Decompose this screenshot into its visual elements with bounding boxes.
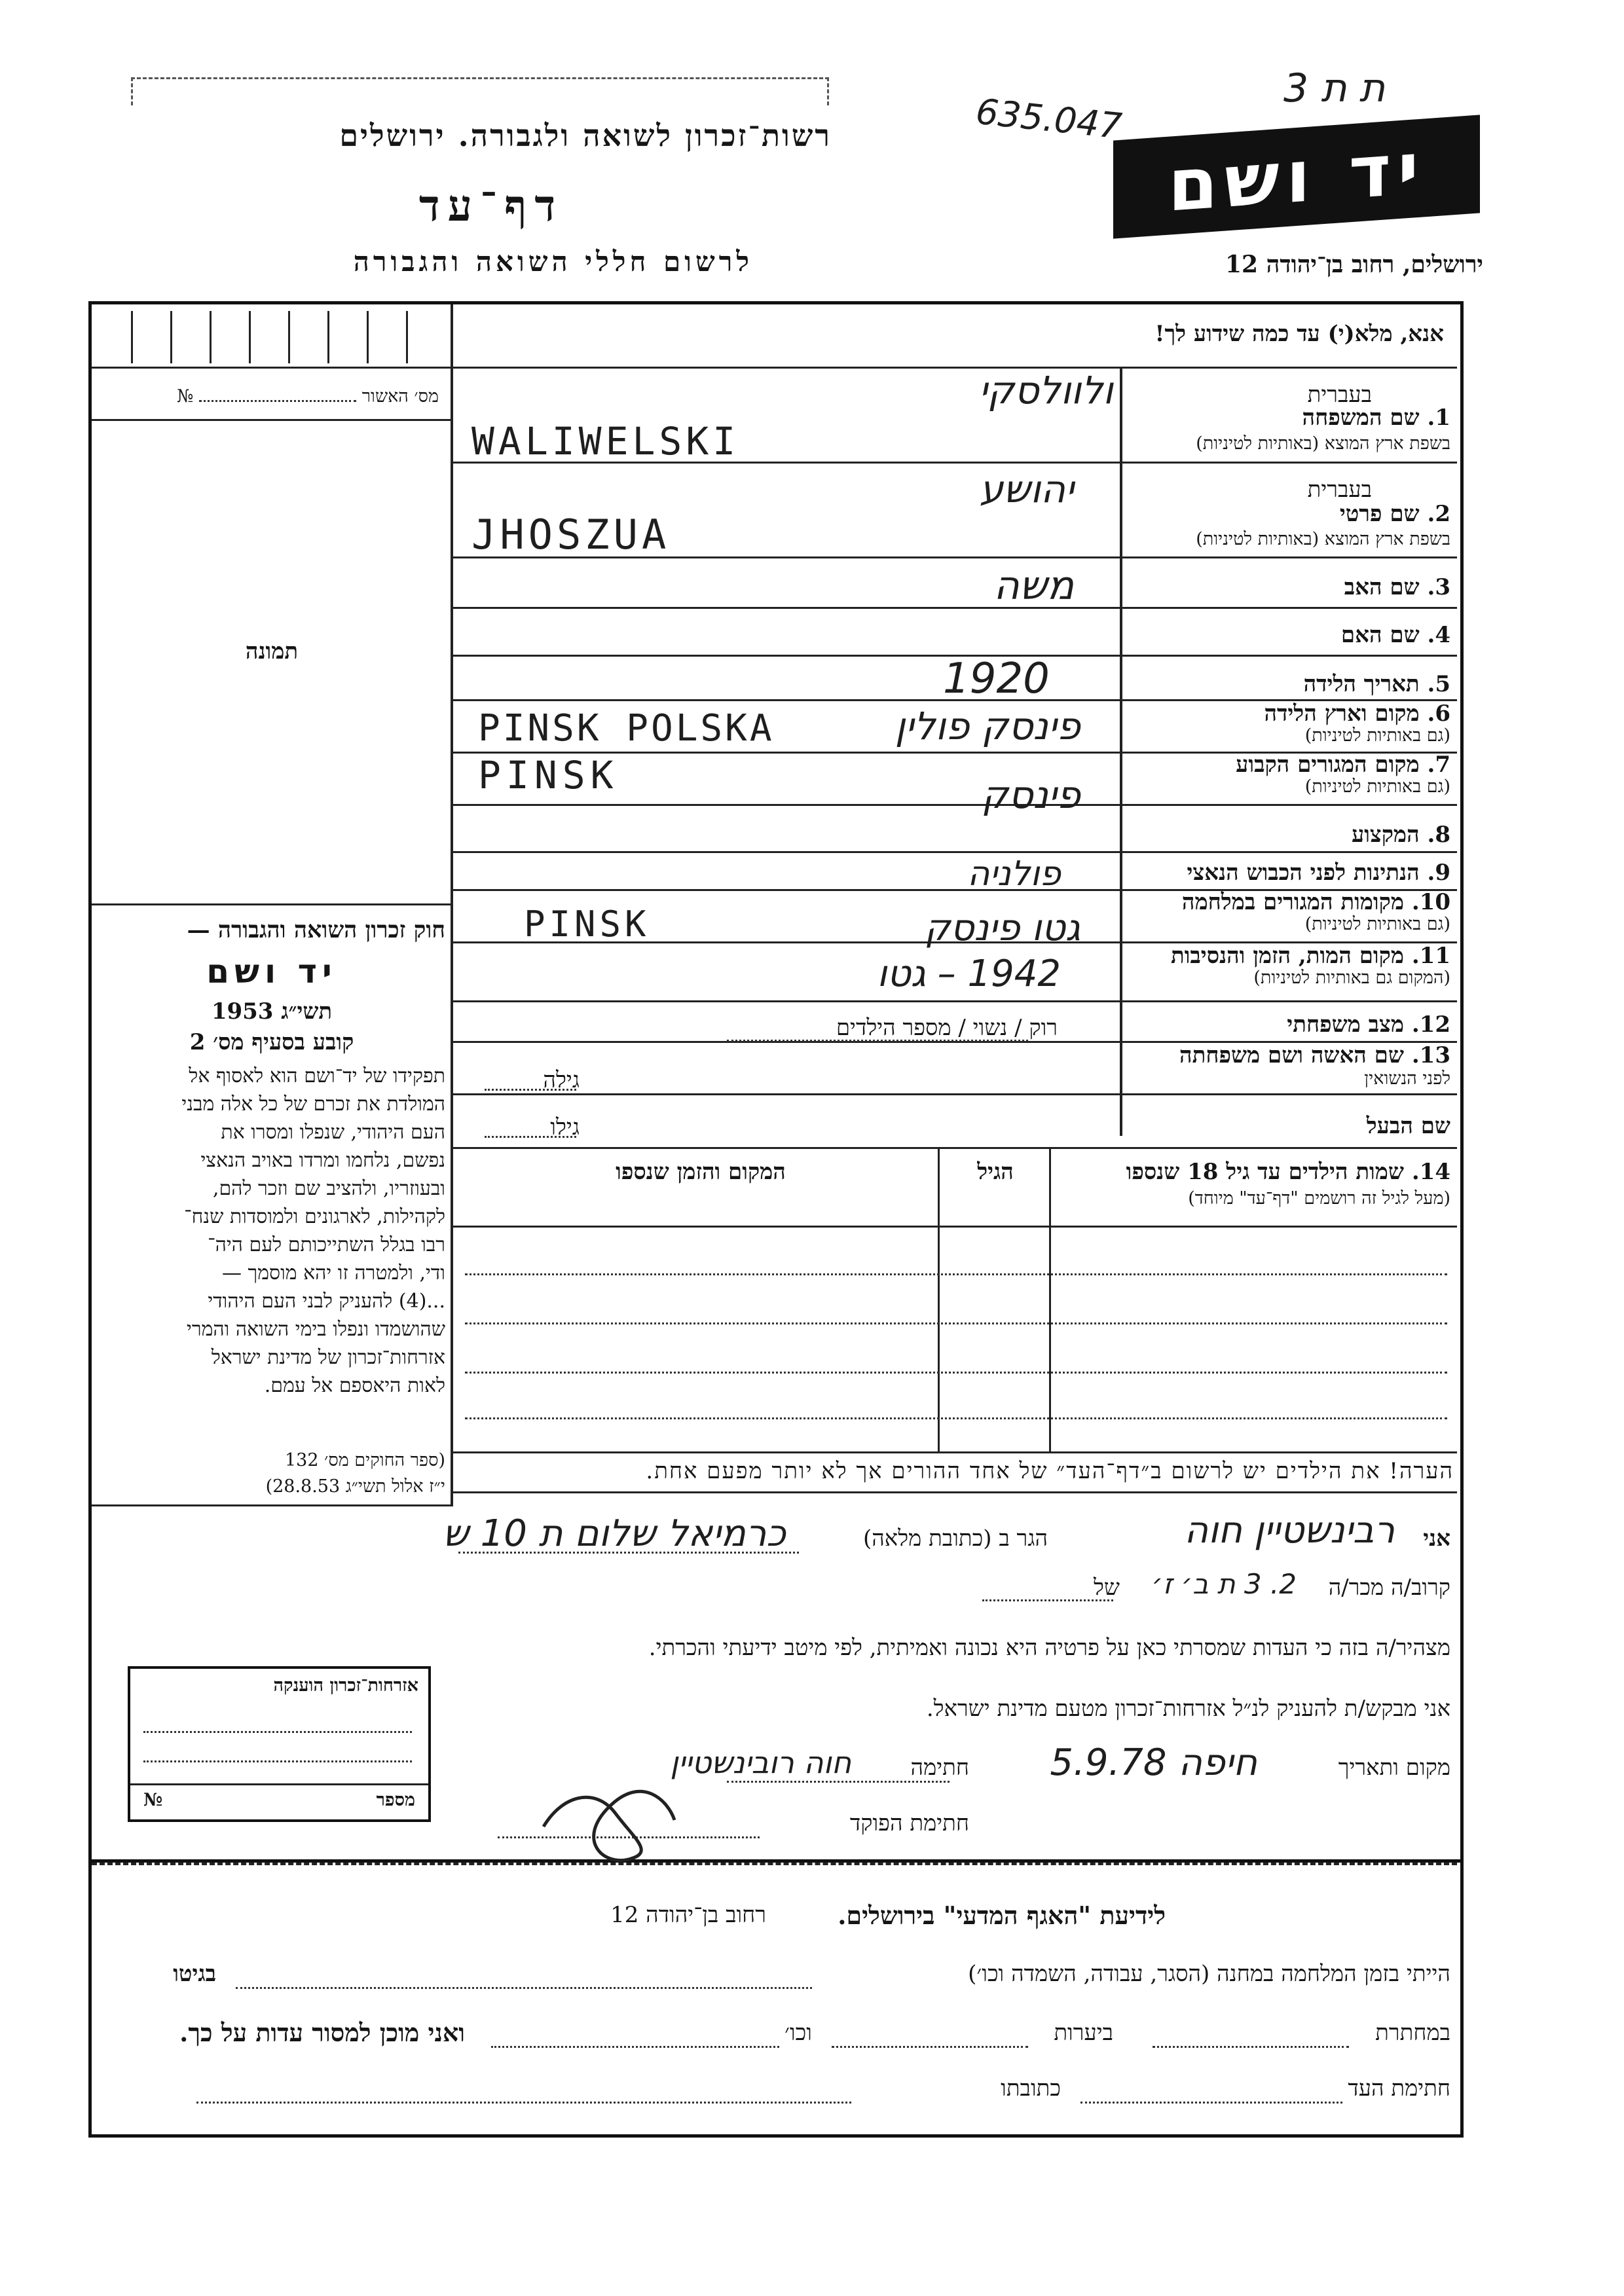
- marital-line: [727, 1040, 1028, 1042]
- witness-address-label: כתובתו: [1001, 2075, 1061, 2102]
- law-reference-1: (ספר החוקים מס׳ 132: [285, 1450, 445, 1470]
- field-10-num: 10.: [1411, 889, 1450, 915]
- field-13-label: [1179, 1042, 1450, 1068]
- law-line: לאות היאספם אל עמם.: [264, 1374, 445, 1397]
- approval-divider: [92, 419, 452, 421]
- of-label: של: [1094, 1575, 1120, 1601]
- row-divider: [452, 804, 1457, 806]
- field-13-text: שם האשה ושם משפחתה: [1179, 1042, 1404, 1068]
- citizenship-number-label: מספר: [376, 1790, 415, 1810]
- approval-number-field: [98, 386, 439, 407]
- relative-line: [982, 1599, 1113, 1601]
- law-clause: קובע בסעיף מס׳ 2: [189, 1029, 354, 1055]
- field-8-label: [1352, 822, 1450, 848]
- field-1-text: שם המשפחה: [1302, 405, 1420, 431]
- footer-heading-text: לידיעת "האגף המדעי" בירושלים.: [838, 1901, 1166, 1930]
- birthplace-latin-handwritten: PINSK POLSKA: [478, 707, 775, 750]
- children-row-line: [465, 1372, 1447, 1374]
- approval-number-line: [199, 400, 356, 402]
- field-3-num: 3.: [1427, 574, 1450, 600]
- ghetto-label: בגיטו: [173, 1961, 216, 1987]
- archive-number-handwritten: 635.047: [974, 90, 1124, 147]
- signature-handwritten: חוה רובינשטיין: [670, 1745, 851, 1780]
- law-line: ...(4) להעניק לבני העם היהודי: [208, 1290, 445, 1313]
- field-2-hebrew-tag: בעברית: [1307, 477, 1372, 503]
- field-6-label: [1264, 701, 1450, 727]
- field-13-num: 13.: [1411, 1042, 1450, 1068]
- field-4-num: 4.: [1427, 622, 1450, 648]
- row-divider: [92, 367, 1457, 369]
- citizenship-box-line: [143, 1731, 412, 1733]
- citizenship-request: אני מבקש/ת להעניק לנ״ל אזרחות־זכרון מטעם מדינת ישראל.: [926, 1696, 1450, 1722]
- wife-age-line: [485, 1089, 576, 1091]
- field-7-text: מקום המגורים הקבוע: [1236, 752, 1420, 778]
- field-1-hebrew-tag: בעברית: [1307, 382, 1372, 408]
- husband-age-line: [485, 1136, 576, 1138]
- field-2-label: [1340, 501, 1450, 527]
- approval-no-sign: №: [177, 386, 194, 407]
- declarant-name-handwritten: רבינשטיין חוה: [1184, 1509, 1395, 1552]
- children-row: [452, 1226, 1457, 1228]
- wartime-residence-hebrew-handwritten: גטו פינסק: [924, 907, 1080, 949]
- row-divider: [452, 1147, 1457, 1149]
- children-text: שמות הילדים עד גיל 18 שנספו: [1126, 1159, 1404, 1185]
- note-divider: [452, 1491, 1457, 1493]
- field-3-label: [1344, 574, 1450, 600]
- law-line: נפשם, נלחמו ומרדו באויב הנאצי: [200, 1149, 445, 1172]
- field-11-label: [1171, 943, 1450, 969]
- children-row-line: [465, 1322, 1447, 1324]
- field-6-num: 6.: [1427, 701, 1450, 727]
- field-2-text: שם פרטי: [1339, 501, 1420, 527]
- law-line: המולדת את זכרם של כל אלה מבני: [181, 1093, 445, 1116]
- camp-line: הייתי בזמן המלחמה במחנה (הסגר, עבודה, השמדה וכו׳): [968, 1961, 1450, 1987]
- field-13-sub: לפני הנשואין: [1364, 1068, 1450, 1089]
- field-10-sub: (גם באותיות לטיניות): [1304, 914, 1450, 934]
- field-6-sub: (גם באותיות לטיניות): [1304, 725, 1450, 746]
- forests-label: ביערות: [1054, 2020, 1113, 2046]
- given-name-hebrew-handwritten: יהושע: [979, 467, 1074, 511]
- father-name-handwritten: משה: [993, 563, 1074, 609]
- field-11-text: מקום המות, הזמן והנסיבות: [1170, 943, 1404, 969]
- field-2-num: 2.: [1427, 501, 1450, 527]
- children-label: [1126, 1159, 1450, 1185]
- field-9-label: [1187, 860, 1451, 886]
- birth-date-handwritten: 1920: [943, 655, 1050, 703]
- field-1-num: 1.: [1427, 405, 1450, 431]
- law-text: [181, 1062, 445, 1400]
- law-line: תפקידו של יד־ושם הוא לאסוף אל: [189, 1065, 445, 1087]
- citizenship-box-title: אזרחות־זכרון הוענקה: [273, 1675, 418, 1696]
- approval-number-label: מס׳ האשור: [361, 386, 439, 407]
- children-col-divider: [1049, 1147, 1051, 1451]
- official-signature-label: חתימת הפוקד: [849, 1810, 969, 1836]
- field-5-label: [1304, 671, 1450, 697]
- wartime-residence-latin-handwritten: PINSK: [524, 903, 650, 945]
- wife-age-label: גילה: [543, 1067, 580, 1093]
- field-3-text: שם האב: [1344, 574, 1420, 600]
- field-10-label: [1182, 889, 1450, 915]
- children-row-line: [465, 1417, 1447, 1419]
- law-line: אזרחות־זכרון של מדינת ישראל: [211, 1346, 445, 1369]
- top-right-mark-handwritten: 3 ת ת: [1283, 65, 1386, 111]
- law-line: ובעוזריו, ולהציב שם וזכר להם,: [212, 1177, 445, 1200]
- row-divider: [452, 607, 1457, 609]
- declarant-address-handwritten: כרמיאל שלום ת 10 ש: [443, 1512, 786, 1555]
- law-reference-2: י״ז אלול תשי״ג 28.8.53): [265, 1476, 445, 1497]
- field-9-num: 9.: [1427, 860, 1450, 886]
- law-title: חוק זכרון השואה והגבורה —: [187, 917, 445, 943]
- statement: מצהיר/ה בזה כי העדות שמסרתי כאן על פרטיה היא נכונה ואמיתית, לפי מיטב ידיעתי והכרתי.: [648, 1635, 1450, 1661]
- birthplace-hebrew-handwritten: פינסק פולין: [895, 704, 1080, 748]
- law-line: לקהילות, לארגונים ולמוסדות שנח־: [184, 1205, 445, 1228]
- field-11-sub: (המקום גם באותיות לטיניות): [1253, 968, 1450, 988]
- field-5-num: 5.: [1427, 671, 1450, 697]
- children-age-header: הגיל: [977, 1159, 1014, 1185]
- law-box-bottom: [92, 1504, 453, 1506]
- children-row-line: [465, 1273, 1447, 1275]
- witness-signature-label: חתימת העד: [1348, 2075, 1450, 2102]
- field-7-sub: (גם באותיות לטיניות): [1304, 776, 1450, 797]
- field-4-label: [1341, 622, 1450, 648]
- citizenship-handwritten: פולניה: [967, 854, 1061, 894]
- field-1-origin-tag: בשפת ארץ המוצא (באותיות לטיניות): [1196, 433, 1450, 454]
- children-num: 14.: [1411, 1159, 1450, 1185]
- field-12-text: מצב משפחתי: [1287, 1011, 1404, 1038]
- surname-latin-handwritten: WALIWELSKI: [471, 419, 740, 464]
- given-name-latin-handwritten: JHOSZUA: [471, 511, 671, 558]
- row-divider: [452, 851, 1457, 853]
- children-place-header: המקום והזמן שנספו: [616, 1159, 786, 1185]
- citizenship-box-divider: [130, 1783, 428, 1785]
- form-intro: אנא, מלא(י) עד כמה שידוע לך!: [1154, 321, 1444, 347]
- law-line: ודי, ולמטרה זו יהא מוסמך —: [221, 1262, 445, 1285]
- field-7-num: 7.: [1427, 752, 1450, 778]
- children-sub: (מעל לגיל זה רושמים "דף־עד" מיוחד): [1188, 1188, 1450, 1209]
- footer-frame: [88, 1863, 1464, 2138]
- photo-divider: [92, 903, 452, 905]
- header-address: ירושלים, רחוב בן־יהודה 12: [1225, 251, 1483, 278]
- signature-line: [727, 1781, 950, 1783]
- etc-label: וכו׳: [784, 2020, 812, 2046]
- field-2-origin-tag: בשפת ארץ המוצא (באותיות לטיניות): [1196, 529, 1450, 549]
- code-boxes: [92, 304, 449, 367]
- photo-label: תמונה: [245, 638, 299, 665]
- signature-label: חתימה: [910, 1755, 969, 1781]
- field-7-label: [1236, 752, 1450, 778]
- form-title: דף־עד: [418, 180, 564, 231]
- form-subtitle: לרשום חללי השואה והגבורה: [353, 246, 753, 278]
- relative-handwritten: 2. 3 ת ב׳ ז׳: [1151, 1568, 1297, 1600]
- field-11-num: 11.: [1411, 943, 1450, 969]
- declaration-ani: אני: [1423, 1525, 1450, 1552]
- row-divider: [452, 1000, 1457, 1002]
- residence-latin-handwritten: PINSK: [478, 753, 619, 797]
- citizenship-box-line: [143, 1760, 412, 1762]
- field-8-text: המקצוע: [1351, 822, 1420, 848]
- citizenship-box-no-sign: №: [143, 1790, 163, 1810]
- organization-line: רשות־זכרון לשואה ולגבורה. ירושלים: [339, 118, 832, 153]
- row-divider: [452, 1093, 1457, 1095]
- signature-scribble: [537, 1781, 681, 1866]
- children-col-divider: [938, 1147, 940, 1451]
- law-line: העם היהודי, שנפלו ומסרו את: [221, 1121, 445, 1144]
- marital-options: רוק / נשוי / מספר הילדים: [836, 1015, 1058, 1041]
- place-date-label: מקום ותאריך: [1338, 1755, 1450, 1781]
- field-9-text: הנתינות לפני הכבוש הנאצי: [1187, 860, 1420, 886]
- residence-hebrew-handwritten: פינסק: [981, 773, 1080, 817]
- ready-statement: ואני מוכן למסור עדות על כך.: [179, 2018, 465, 2047]
- declaration-address-label: הגר ב (כתובת מלאה): [862, 1525, 1048, 1552]
- logo-text: יד ושם: [1168, 126, 1426, 228]
- top-stamp-marks: [131, 77, 829, 105]
- yad-vashem-logo: [1113, 115, 1480, 238]
- law-name: יד ושם: [206, 953, 337, 991]
- field-5-text: תאריך הלידה: [1303, 671, 1420, 697]
- citizenship-granted-box: [128, 1666, 431, 1822]
- law-line: שהושמדו ונפלו בימי השואה והמרי: [186, 1318, 445, 1341]
- husband-label: שם הבעל: [1366, 1113, 1450, 1139]
- citizenship-box-number: [377, 1790, 415, 1810]
- field-4-text: שם האם: [1340, 622, 1420, 648]
- place-date-handwritten: חיפה 5.9.78: [1050, 1741, 1257, 1784]
- field-12-num: 12.: [1411, 1011, 1450, 1038]
- underground-label: במחתרת: [1375, 2020, 1450, 2046]
- children-table-bottom: [452, 1451, 1457, 1453]
- field-1-label: [1302, 405, 1450, 431]
- field-10-text: מקומות המגורים במלחמה: [1181, 889, 1404, 915]
- death-details-handwritten: 1942 – גטו: [877, 953, 1061, 995]
- field-12-label: [1287, 1011, 1450, 1038]
- surname-hebrew-handwritten: ולוולסקי: [978, 368, 1113, 412]
- husband-age-label: גילו: [550, 1114, 580, 1140]
- field-6-text: מקום וארץ הלידה: [1264, 701, 1420, 727]
- law-year: תשי״ג 1953: [211, 998, 333, 1025]
- relative-label: קרוב/ה מכר/ה: [1328, 1575, 1450, 1601]
- footer-heading-address: רחוב בן־יהודה 12: [610, 1902, 766, 1928]
- law-line: רבו בגלל השתייכותם לעם היה־: [208, 1233, 445, 1256]
- field-8-num: 8.: [1427, 822, 1450, 848]
- children-note: הערה! את הילדים יש לרשום ב״דף־העד״ של אחד ההורים אך לא יותר מפעם אחת.: [646, 1458, 1454, 1484]
